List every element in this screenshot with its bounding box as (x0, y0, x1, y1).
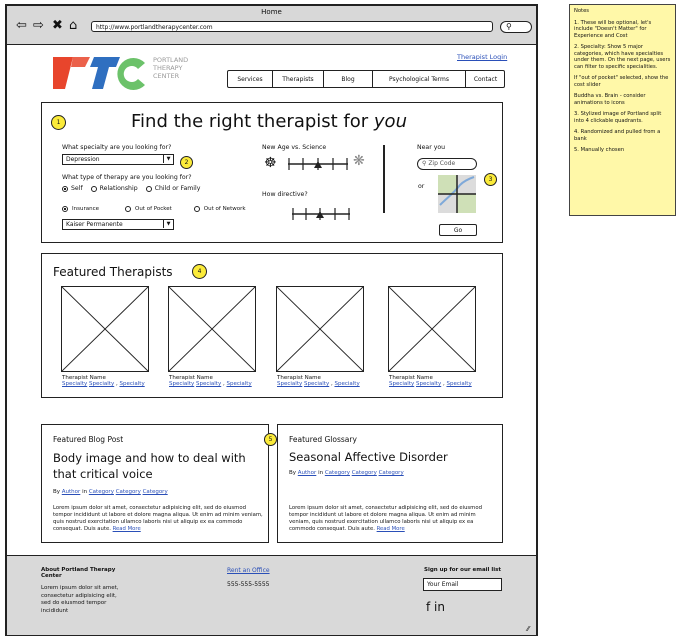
annotation-badge-1: 1 (51, 115, 66, 130)
social-icons[interactable]: f in (426, 600, 445, 614)
therapist-finder (41, 102, 503, 243)
search-icon: ⚲ (422, 160, 429, 167)
chevron-down-icon: ▼ (163, 220, 173, 228)
payment-radios (62, 206, 246, 212)
browser-search[interactable] (500, 21, 532, 33)
about-body: Lorem ipsum dolor sit amet, consectetur adipisicing elit, sed do eiusmod tempor incididunt (41, 585, 119, 614)
about-title: About Portland Therapy Center (41, 567, 116, 579)
read-more-link[interactable]: Read More (376, 526, 405, 532)
address-bar[interactable]: http://www.portlandtherapycenter.com (91, 21, 493, 32)
in-text: in (82, 489, 88, 495)
slider2-label: How directive? (262, 191, 308, 198)
specialty-link[interactable]: Specialty (88, 381, 115, 387)
by-text: By (53, 489, 61, 495)
resize-grip-icon[interactable]: ⁄⁄ (527, 625, 530, 633)
radio-child-family-label: Child or Family (154, 185, 201, 192)
by-text: By (289, 470, 297, 476)
specialty-link[interactable]: Specialty (303, 381, 330, 387)
category-link[interactable]: Category (115, 489, 141, 495)
radio-self[interactable] (62, 186, 68, 192)
therapist-name: Therapist Name (389, 375, 433, 381)
main-menu (227, 70, 505, 88)
therapy-type-label: What type of therapy are you looking for? (62, 174, 192, 181)
logo-mark[interactable] (50, 55, 150, 93)
directive-slider[interactable] (292, 207, 350, 221)
specialty-link[interactable]: Specialty (195, 381, 222, 387)
therapist-card: Therapist Name Specialty Specialty , Specialty (389, 375, 472, 387)
menu-item-psychological-terms[interactable]: Psychological Terms (373, 71, 466, 87)
radio-out-of-network-label: Out of Network (203, 206, 246, 212)
blog-headline[interactable]: Body image and how to deal with that critical voice (53, 451, 246, 481)
specialty-link[interactable]: Specialty (62, 381, 88, 387)
featured-glossary (268, 424, 503, 543)
sticky-notes (569, 4, 676, 216)
browser-toolbar (7, 6, 536, 45)
therapist-photo[interactable] (276, 286, 364, 372)
category-link[interactable]: Category (88, 489, 114, 495)
zip-code-input[interactable] (417, 158, 477, 170)
chevron-down-icon: ▼ (163, 155, 173, 163)
therapist-photo[interactable] (168, 286, 256, 372)
category-link[interactable]: Category (378, 470, 404, 476)
finder-title-text: Find the right therapist for (131, 111, 374, 132)
specialty-link[interactable]: Specialty (415, 381, 442, 387)
in-text: in (318, 470, 324, 476)
portland-map[interactable] (438, 175, 476, 213)
radio-insurance[interactable] (62, 206, 68, 212)
phone-number: 555-555-5555 (227, 581, 270, 588)
specialty-link[interactable]: Specialty (334, 381, 360, 387)
therapist-photo[interactable] (388, 286, 476, 372)
radio-relationship-label: Relationship (99, 185, 138, 192)
note-item: 2. Specialty: Show 5 major categories, which have specialties under them. On the next page, users can filter to specific specialities. (574, 44, 671, 70)
therapist-card: Therapist Name Specialty Specialty , Specialty (62, 375, 145, 387)
specialty-link[interactable]: Specialty (446, 381, 472, 387)
radio-relationship[interactable] (91, 186, 97, 192)
note-item: If "out of pocket" selected, show the cost slider (574, 75, 669, 88)
insurance-value: Kaiser Permanente (66, 221, 123, 228)
therapist-login-link[interactable]: Therapist Login (457, 53, 508, 61)
or-label: or (418, 183, 425, 190)
glossary-headline[interactable]: Seasonal Affective Disorder (289, 450, 448, 464)
finder-title-emphasis: you (373, 111, 407, 132)
specialty-link[interactable]: Specialty (119, 381, 145, 387)
search-icon: ⚲ (506, 22, 512, 31)
email-field[interactable]: Your Email (423, 578, 502, 591)
note-item: 5. Manually chosen (574, 147, 625, 153)
go-button[interactable]: Go (439, 224, 477, 236)
zip-placeholder: Zip Code (428, 160, 456, 167)
radio-child-family[interactable] (146, 186, 152, 192)
note-item: 3. Stylized image of Portland split into 4 clickable quadrants. (574, 111, 662, 124)
buddha-icon: ☸ (264, 155, 277, 171)
annotation-badge-4: 4 (192, 264, 207, 279)
signup-label: Sign up for our email list (424, 567, 502, 573)
radio-out-of-pocket-label: Out of Pocket (134, 206, 172, 212)
therapist-name: Therapist Name (62, 375, 106, 381)
blog-body: Lorem ipsum dolor sit amet, consectetur adipisicing elit, sed do eiusmod tempor incididunt ut labore et dolore magna aliqua. Ut enim ad minim veniam, quis nostrud exercitation ullamco laboris nisi ut aliquip ex ea commodo consequat. Duis aute. (53, 505, 263, 532)
glossary-meta (289, 470, 404, 476)
therapist-card: Therapist Name Specialty Specialty , Specialty (169, 375, 252, 387)
forward-arrow-icon[interactable]: ⇨ (33, 18, 44, 33)
home-icon[interactable]: ⌂ (69, 18, 78, 33)
specialty-link[interactable]: Specialty (277, 381, 303, 387)
therapist-name: Therapist Name (277, 375, 321, 381)
radio-self-label: Self (71, 185, 83, 192)
logo-text: PORTLAND THERAPY CENTER (153, 56, 189, 80)
specialty-link[interactable]: Specialty (169, 381, 195, 387)
category-link[interactable]: Category (142, 489, 168, 495)
blog-meta (53, 489, 168, 495)
blog-excerpt (53, 505, 263, 533)
author-link[interactable]: Author (297, 470, 317, 476)
featured-title: Featured Therapists (53, 265, 173, 279)
menu-item-blog[interactable]: Blog (324, 71, 373, 87)
specialty-label: What specialty are you looking for? (62, 144, 172, 151)
radio-out-of-pocket[interactable] (125, 206, 131, 212)
category-link[interactable]: Category (351, 470, 377, 476)
featured-blog-post (41, 424, 269, 543)
back-arrow-icon[interactable]: ⇦ (16, 18, 27, 33)
featured-therapists (41, 253, 503, 398)
slider1-label: New Age vs. Science (262, 144, 327, 151)
finder-title (131, 111, 407, 132)
read-more-link[interactable]: Read More (112, 526, 141, 532)
menu-item-services[interactable]: Services (228, 71, 273, 87)
near-you-label: Near you (417, 144, 446, 151)
divider (383, 145, 385, 213)
note-item: 1. These will be optional, let's include "Doesn't Matter" for Experience and Cost (574, 19, 652, 39)
specialty-link[interactable]: Specialty (226, 381, 252, 387)
menu-item-therapists[interactable]: Therapists (273, 71, 324, 87)
specialty-dropdown[interactable] (62, 154, 174, 165)
note-item: Buddha vs. Brain - consider animations to icons (574, 93, 646, 106)
therapist-card: Therapist Name Specialty Specialty , Specialty (277, 375, 360, 387)
browser-window (5, 4, 538, 636)
author-link[interactable]: Author (61, 489, 81, 495)
notes-title: Notes (574, 8, 589, 14)
site-footer (7, 555, 536, 635)
brain-icon: ❋ (353, 153, 365, 169)
annotation-badge-2: 2 (180, 156, 193, 169)
annotation-badge-3: 3 (484, 173, 497, 186)
note-item: 4. Randomized and pulled from a bank (574, 129, 661, 142)
therapist-photo[interactable] (61, 286, 149, 372)
annotation-badge-5: 5 (264, 433, 277, 446)
therapy-type-radios (62, 185, 200, 192)
therapist-name: Therapist Name (169, 375, 213, 381)
blog-kicker: Featured Blog Post (53, 435, 124, 444)
radio-out-of-network[interactable] (194, 206, 200, 212)
menu-item-contact[interactable]: Contact (473, 75, 498, 83)
glossary-excerpt (289, 505, 495, 533)
close-icon[interactable]: ✖ (52, 18, 63, 33)
glossary-kicker: Featured Glossary (289, 435, 357, 444)
glossary-body: Lorem ipsum dolor sit amet, consectetur adipisicing elit, sed do eiusmod tempor incididunt ut labore et dolore magna aliqua. Ut enim ad minim veniam, quis nostrud exercitation ullamco laboris nisi ut aliquip ex ea commodo consequat. Duis aute. (289, 505, 482, 532)
window-title: Home (261, 8, 282, 16)
specialty-value: Depression (66, 156, 100, 163)
category-link[interactable]: Category (324, 470, 350, 476)
radio-insurance-label: Insurance (72, 206, 99, 212)
new-age-science-slider[interactable] (288, 157, 348, 171)
rent-office-link[interactable]: Rent an Office (227, 567, 270, 574)
insurance-dropdown[interactable] (62, 219, 174, 230)
specialty-link[interactable]: Specialty (389, 381, 415, 387)
